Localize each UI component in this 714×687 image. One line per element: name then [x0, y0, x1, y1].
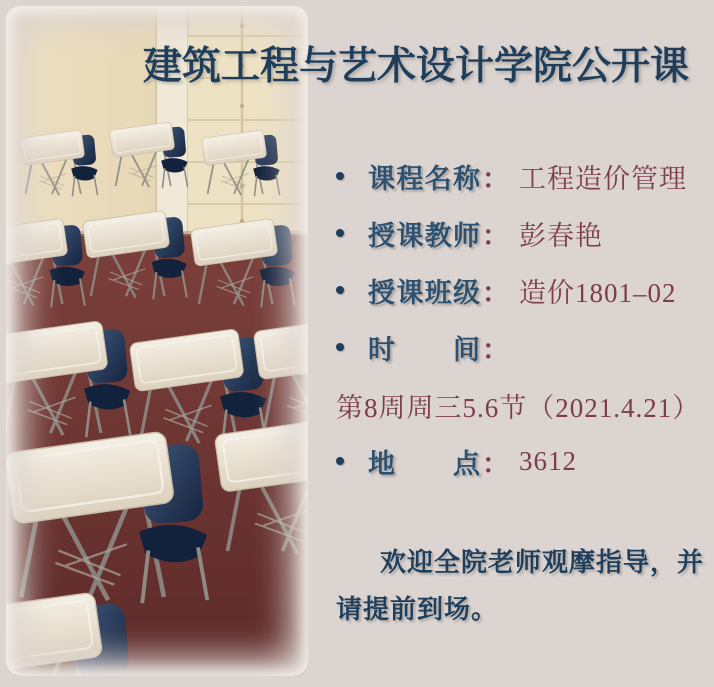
- detail-colon: ：: [482, 220, 509, 251]
- detail-row-course-name: [336, 158, 687, 194]
- page-title: 建筑工程与艺术设计学院公开课: [143, 45, 690, 88]
- bullet-icon: [336, 343, 344, 351]
- detail-value: 工程造价管理: [519, 163, 687, 194]
- detail-label: 课程名称: [368, 163, 480, 194]
- detail-row-class: [336, 272, 677, 308]
- detail-colon: ：: [482, 448, 509, 479]
- detail-colon: ：: [482, 163, 509, 194]
- detail-label: 授课教师: [368, 220, 480, 251]
- classroom-photo: [6, 6, 308, 676]
- detail-label: 时间: [368, 334, 480, 365]
- detail-label: 授课班级: [368, 277, 480, 308]
- detail-value: 造价1801–02: [519, 277, 677, 308]
- detail-label: 地点: [368, 448, 480, 479]
- detail-value: 彭春艳: [519, 220, 603, 251]
- closing-line: 欢迎全院老师观摩指导，并: [380, 548, 705, 577]
- bullet-icon: [336, 229, 344, 237]
- closing-note: [336, 539, 704, 633]
- detail-colon: ：: [482, 334, 509, 365]
- bullet-icon: [336, 457, 344, 465]
- detail-row-location: [336, 443, 577, 479]
- closing-line: 请提前到场。: [336, 595, 499, 624]
- detail-colon: ：: [482, 277, 509, 308]
- detail-value: 3612: [519, 445, 577, 476]
- detail-row-teacher: [336, 215, 603, 251]
- time-detail-text: 第8周周三5.6节（2021.4.21）: [336, 393, 701, 423]
- bullet-icon: [336, 172, 344, 180]
- bullet-icon: [336, 286, 344, 294]
- detail-row-time: [336, 329, 519, 365]
